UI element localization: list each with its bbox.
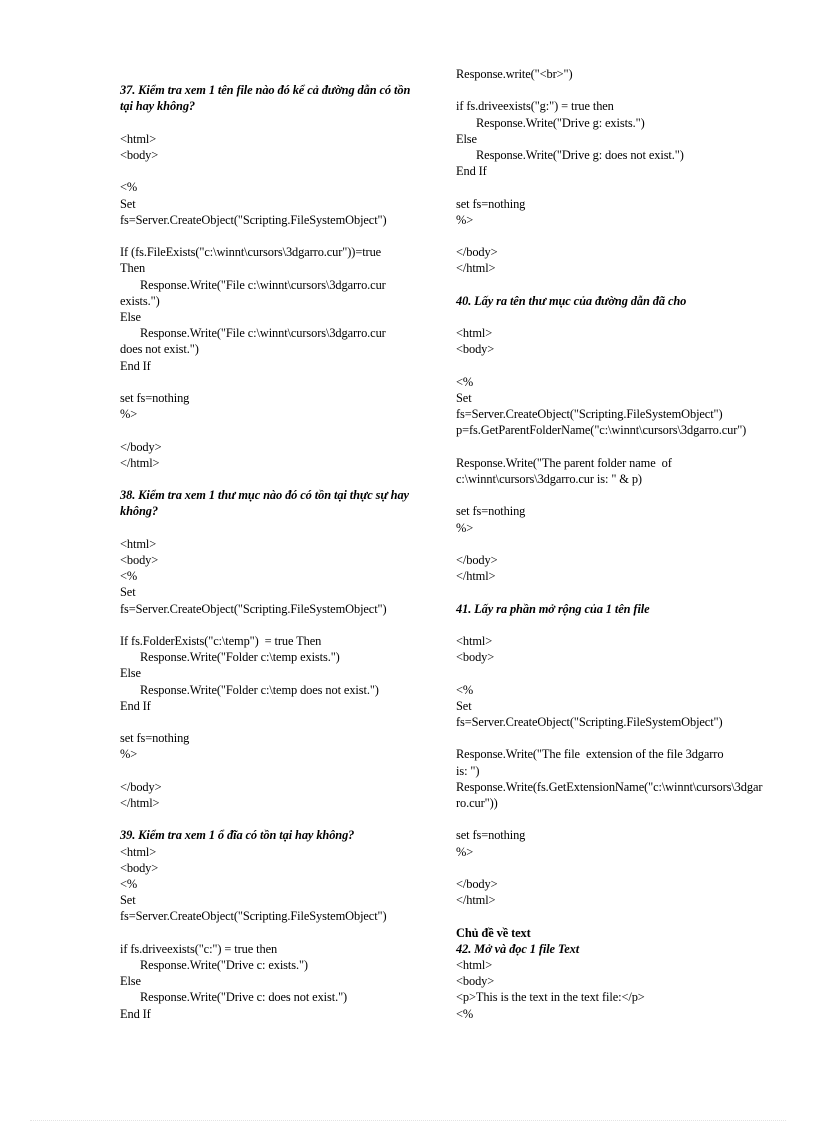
blank-line (456, 228, 764, 244)
code-line: </html> (120, 795, 160, 810)
right-column (456, 66, 764, 1022)
code-line: </body> (120, 779, 162, 794)
code-line: </html> (456, 893, 496, 908)
code-line: set fs=nothing (456, 828, 526, 843)
code-line: Response.Write("File c:\winnt\cursors\3dgarro.cur (140, 326, 386, 341)
code-line: %> (456, 844, 474, 859)
code-line: </body> (456, 876, 498, 891)
blank-line (120, 66, 420, 82)
code-line: set fs=nothing (456, 196, 526, 211)
code-line: <% (120, 569, 138, 584)
code-line: Response.Write(fs.GetExtensionName("c:\winnt\cursors\3dgarro.cur")) (456, 779, 763, 810)
code-line: set fs=nothing (456, 504, 526, 519)
code-line: Response.Write("Folder c:\temp exists.") (140, 650, 340, 665)
code-line: <body> (456, 342, 495, 357)
section-heading: 40. Lấy ra tên thư mục của đường dẫn đã cho (456, 293, 687, 308)
code-line: %> (120, 747, 138, 762)
blank-line (456, 908, 764, 924)
blank-line (456, 439, 764, 455)
code-line: End If (120, 1006, 151, 1021)
code-line: c:\winnt\cursors\3dgarro.cur is: " & p) (456, 471, 642, 486)
section-heading: 39. Kiểm tra xem 1 ổ đĩa có tồn tại hay không? (120, 828, 355, 843)
blank-line (120, 422, 420, 438)
code-line: set fs=nothing (120, 731, 190, 746)
code-line: set fs=nothing (120, 390, 190, 405)
code-line: </body> (120, 439, 162, 454)
code-line: Response.Write("The parent folder name of (456, 455, 672, 470)
code-line: fs=Server.CreateObject("Scripting.FileSystemObject") (456, 407, 723, 422)
blank-line (456, 487, 764, 503)
section-heading: 38. Kiểm tra xem 1 thư mục nào đó có tồn tại thực sự hay không? (120, 488, 409, 519)
blank-line (456, 82, 764, 98)
code-line: </body> (456, 552, 498, 567)
code-line: %> (456, 520, 474, 535)
code-line: If fs.FolderExists("c:\temp") = true Then (120, 633, 322, 648)
code-line: %> (120, 407, 138, 422)
blank-line (120, 471, 420, 487)
code-line: <body> (120, 147, 159, 162)
blank-line (456, 584, 764, 600)
code-line: Response.Write("The file extension of the file 3dgarro (456, 747, 724, 762)
blank-line (456, 179, 764, 195)
code-line: <% (456, 374, 474, 389)
code-line: Response.Write("Drive g: exists.") (476, 115, 645, 130)
code-line: </body> (456, 245, 498, 260)
code-line: fs=Server.CreateObject("Scripting.FileSystemObject") (120, 909, 387, 924)
code-line: <html> (456, 326, 493, 341)
code-line: <html> (120, 844, 157, 859)
blank-line (456, 730, 764, 746)
blank-line (456, 277, 764, 293)
code-line: Set (456, 698, 472, 713)
code-line: Then (120, 261, 146, 276)
code-line: Response.Write("Drive c: does not exist.") (140, 990, 348, 1005)
code-line: <% (456, 682, 474, 697)
code-line: Response.Write("Folder c:\temp does not exist.") (140, 682, 379, 697)
code-line: </html> (120, 455, 160, 470)
topic-title: Chủ đề về text (456, 925, 531, 940)
code-line: does not exist.") (120, 342, 199, 357)
code-line: if fs.driveexists("g:") = true then (456, 99, 614, 114)
code-line: Else (120, 666, 141, 681)
blank-line (456, 811, 764, 827)
code-line: Response.Write("Drive c: exists.") (140, 957, 308, 972)
blank-line (120, 811, 420, 827)
section-heading: 37. Kiểm tra xem 1 tên file nào đó kể cả đường dẫn có tồn tại hay không? (120, 83, 411, 114)
blank-line (456, 860, 764, 876)
blank-line (120, 374, 420, 390)
code-line: </html> (456, 261, 496, 276)
code-line: <html> (120, 131, 157, 146)
code-line: %> (456, 212, 474, 227)
code-line: Else (120, 309, 141, 324)
code-line: If (fs.FileExists("c:\winnt\cursors\3dgarro.cur"))=true (120, 245, 382, 260)
code-line: <body> (456, 650, 495, 665)
blank-line (120, 617, 420, 633)
blank-line (456, 358, 764, 374)
code-line: </html> (456, 569, 496, 584)
code-line: is: ") (456, 763, 480, 778)
code-line: Set (120, 196, 136, 211)
code-line: <html> (120, 536, 157, 551)
code-line: Response.write("<br>") (456, 67, 573, 81)
code-line: Else (120, 974, 141, 989)
code-line: Set (120, 893, 136, 908)
blank-line (456, 536, 764, 552)
code-line: exists.") (120, 293, 160, 308)
code-line: p=fs.GetParentFolderName("c:\winnt\cursors\3dgarro.cur") (456, 423, 747, 438)
code-line: <% (120, 876, 138, 891)
blank-line (120, 163, 420, 179)
code-line: fs=Server.CreateObject("Scripting.FileSystemObject") (456, 714, 723, 729)
blank-line (456, 309, 764, 325)
code-line: <body> (120, 860, 159, 875)
code-line: <html> (456, 957, 493, 972)
code-line: End If (456, 164, 487, 179)
blank-line (456, 617, 764, 633)
code-line: <html> (456, 633, 493, 648)
blank-line (456, 665, 764, 681)
blank-line (120, 714, 420, 730)
code-line: <body> (456, 974, 495, 989)
section-heading: 41. Lấy ra phần mở rộng của 1 tên file (456, 601, 650, 616)
blank-line (120, 925, 420, 941)
code-line: Set (120, 585, 136, 600)
blank-line (120, 115, 420, 131)
blank-line (120, 763, 420, 779)
code-line: if fs.driveexists("c:") = true then (120, 941, 278, 956)
code-line: Response.Write("File c:\winnt\cursors\3dgarro.cur (140, 277, 386, 292)
section-heading: 42. Mở và đọc 1 file Text (456, 941, 580, 956)
code-line: <p>This is the text in the text file:</p> (456, 990, 645, 1005)
blank-line (120, 520, 420, 536)
code-line: <% (456, 1006, 474, 1021)
code-line: Set (456, 390, 472, 405)
blank-line (120, 228, 420, 244)
code-line: fs=Server.CreateObject("Scripting.FileSystemObject") (120, 212, 387, 227)
left-column (120, 66, 420, 1022)
code-line: End If (120, 358, 151, 373)
code-line: Response.Write("Drive g: does not exist.") (476, 148, 684, 162)
code-line: <% (120, 180, 138, 195)
code-line: Else (456, 131, 477, 146)
code-line: fs=Server.CreateObject("Scripting.FileSystemObject") (120, 601, 387, 616)
page-bottom-rule (30, 1120, 786, 1121)
code-line: <body> (120, 552, 159, 567)
code-line: End If (120, 698, 151, 713)
